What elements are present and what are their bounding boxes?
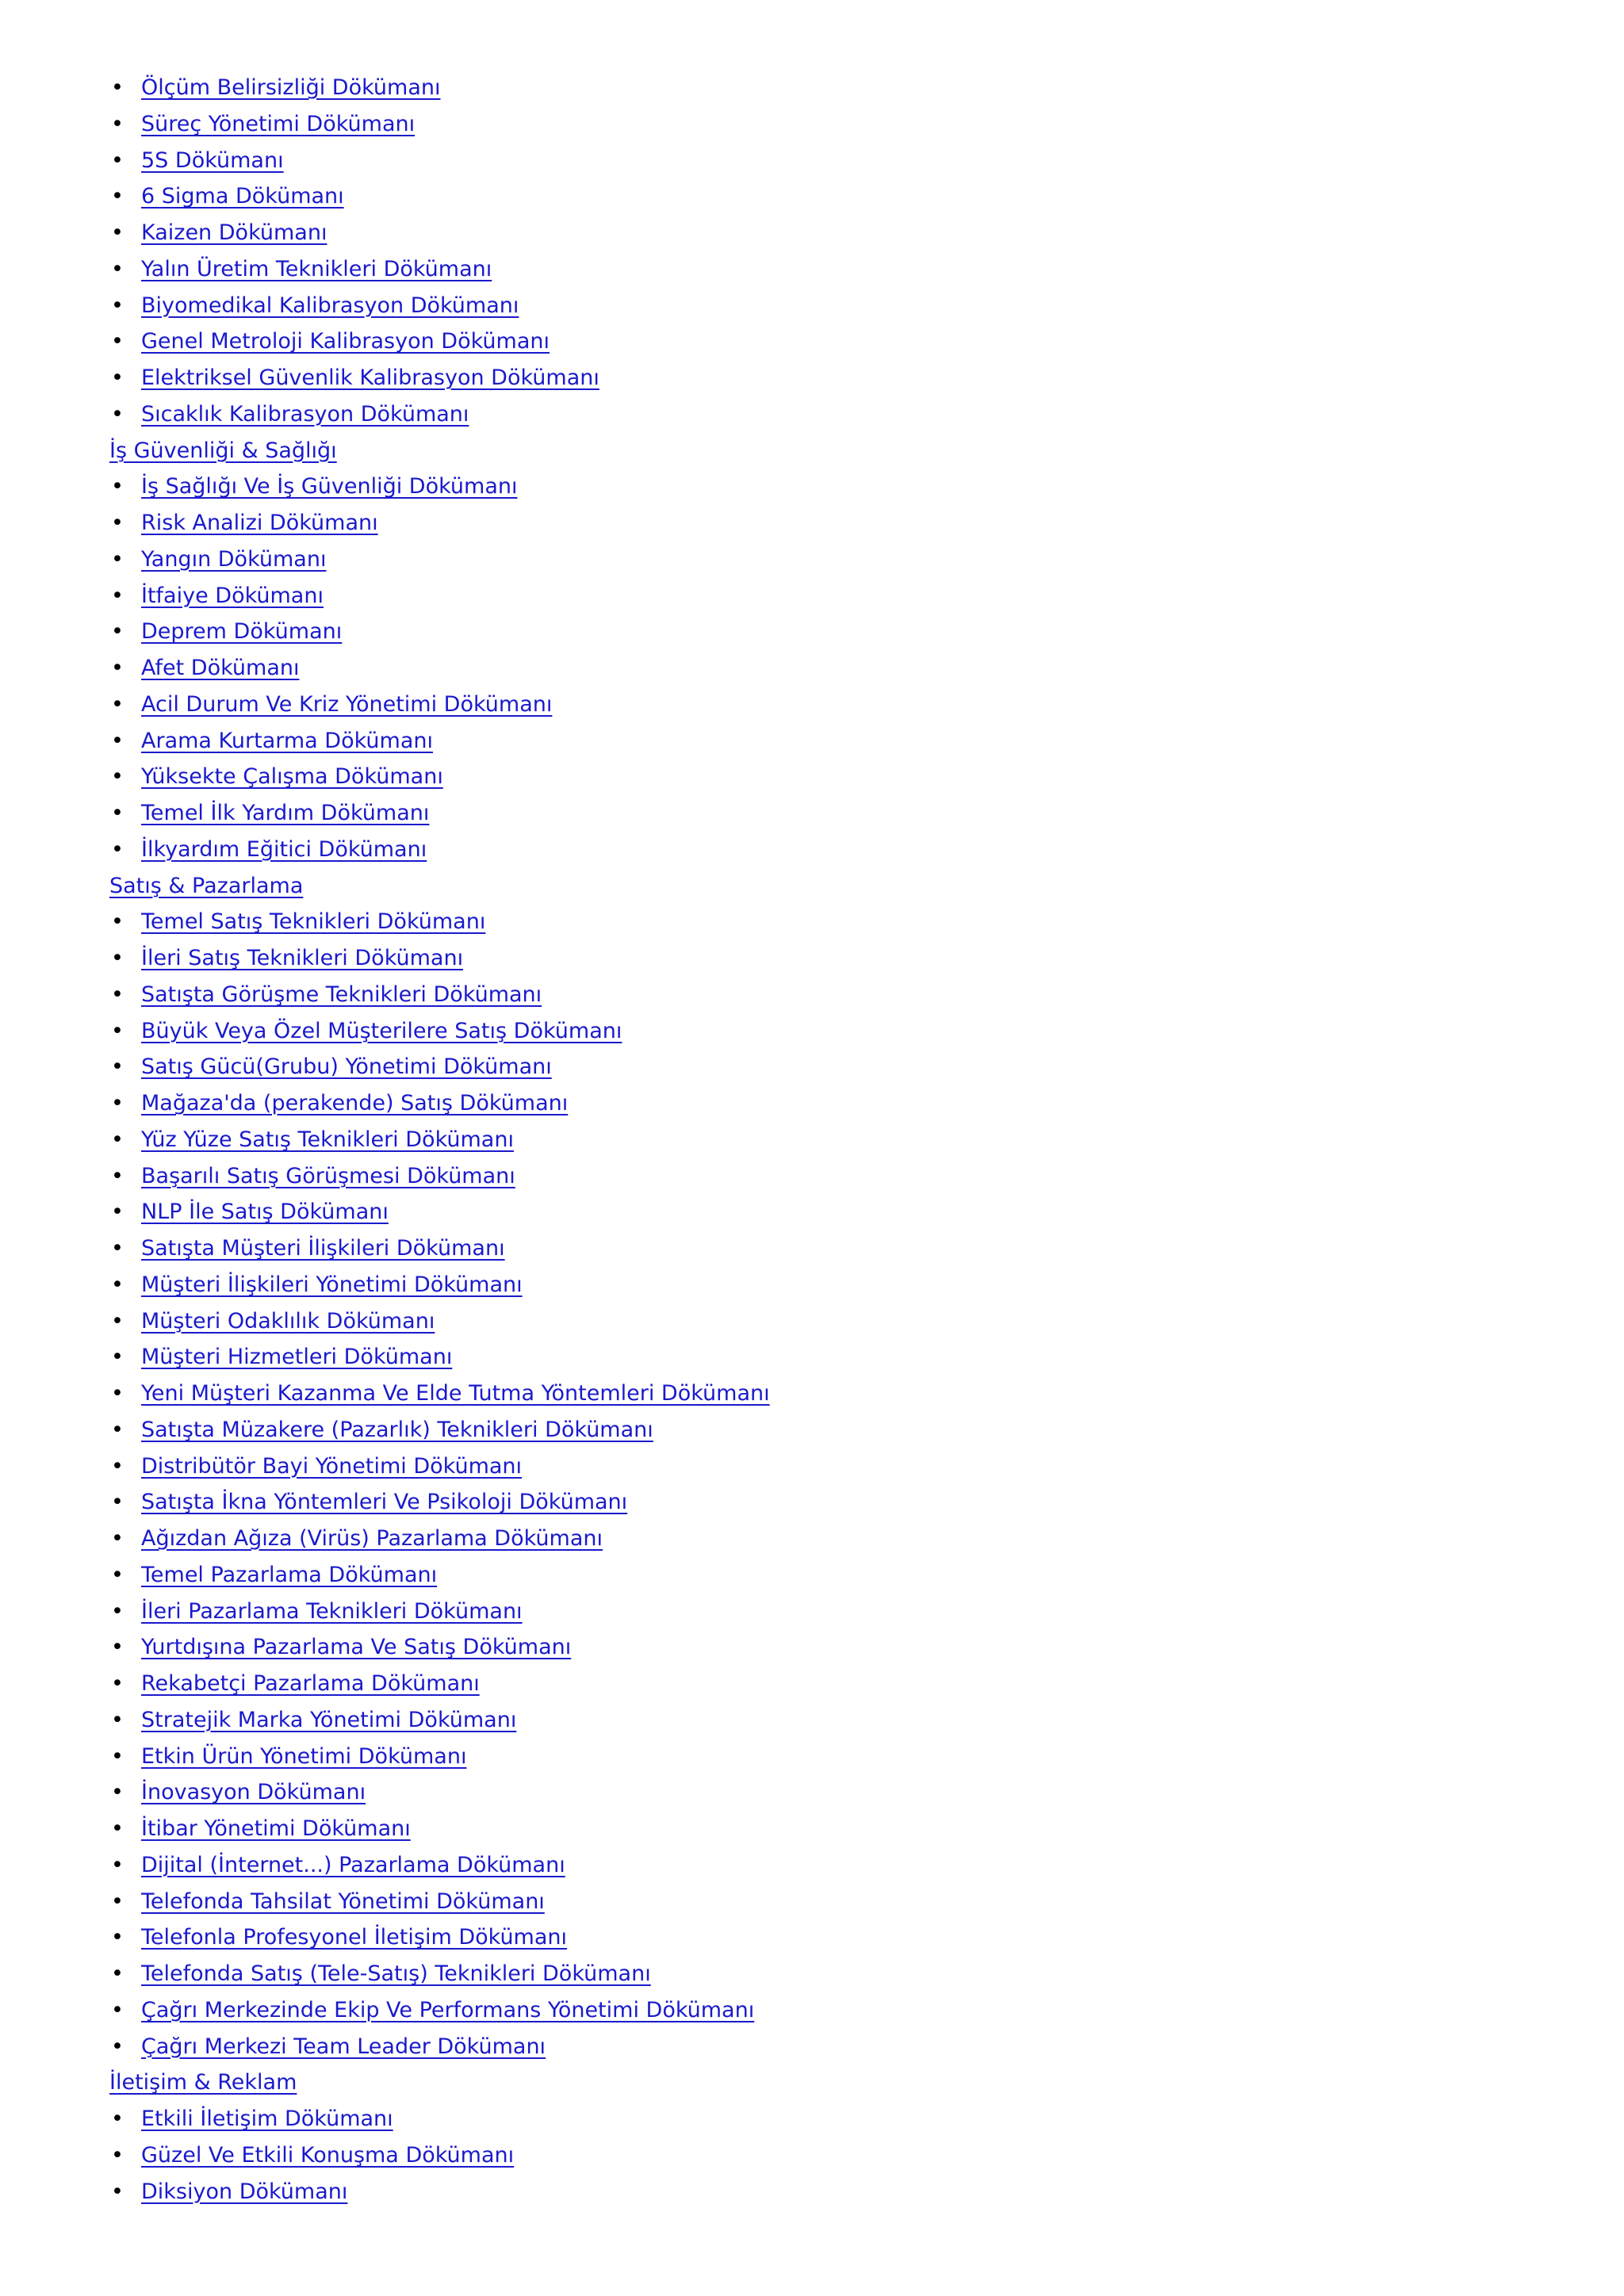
list-item xyxy=(109,147,1584,183)
bullet-icon: • xyxy=(111,256,124,281)
document-link-telefonda-satis-tele-satis-teknikleri-dokumani[interactable]: Telefonda Satış (Tele-Satış) Teknikleri Dökümanı xyxy=(141,1961,651,1986)
bullet-icon: • xyxy=(111,365,124,390)
document-link-ileri-satis-teknikleri-dokumani[interactable]: İleri Satış Teknikleri Dökümanı xyxy=(141,946,464,970)
bullet-icon: • xyxy=(111,1091,124,1115)
bullet-icon: • xyxy=(111,1054,124,1080)
list-item xyxy=(109,799,1584,836)
document-link-musteri-hizmetleri-dokumani[interactable]: Müşteri Hizmetleri Dökümanı xyxy=(141,1345,453,1370)
bullet-icon: • xyxy=(111,329,124,354)
list-item xyxy=(109,1996,1584,2033)
list-item xyxy=(109,1380,1584,1416)
bullet-icon: • xyxy=(111,220,124,245)
bullet-icon: • xyxy=(111,1961,124,1986)
document-link-stratejik-marka-yonetimi-dokumani[interactable]: Stratejik Marka Yönetimi Dökümanı xyxy=(141,1707,517,1732)
document-link-dijital-internet-pazarlama-dokumani[interactable]: Dijital (İnternet...) Pazarlama Dökümanı xyxy=(141,1852,565,1877)
document-link-yangin-dokumani[interactable]: Yangın Dökümanı xyxy=(141,546,327,572)
bullet-icon: • xyxy=(111,1236,124,1261)
bullet-icon: • xyxy=(111,946,124,970)
list-item xyxy=(109,1815,1584,1851)
document-link-6-sigma-dokumani[interactable]: 6 Sigma Dökümanı xyxy=(141,184,344,209)
list-item xyxy=(109,1343,1584,1380)
document-link-satis-gucu-grubu-yonetimi-dokumani[interactable]: Satış Gücü(Grubu) Yönetimi Dökümanı xyxy=(141,1054,552,1080)
bullet-icon: • xyxy=(111,1707,124,1732)
bullet-icon: • xyxy=(111,1127,124,1152)
list-item xyxy=(109,1670,1584,1706)
list-item xyxy=(109,1706,1584,1743)
list-item xyxy=(109,1633,1584,1670)
list-item xyxy=(109,582,1584,618)
list-item xyxy=(109,292,1584,328)
bullet-icon: • xyxy=(111,982,124,1007)
bullet-icon: • xyxy=(111,1598,124,1624)
bullet-icon: • xyxy=(111,801,124,825)
list-item xyxy=(109,944,1584,981)
list-item xyxy=(109,219,1584,255)
document-link-etkin-urun-yonetimi-dokumani[interactable]: Etkin Ürün Yönetimi Dökümanı xyxy=(141,1743,467,1769)
bullet-icon: • xyxy=(111,1200,124,1225)
document-link-5s-dokumani[interactable]: 5S Dökümanı xyxy=(141,147,284,173)
list-item xyxy=(109,1089,1584,1126)
bullet-icon: • xyxy=(111,293,124,318)
document-link-sicaklik-kalibrasyon-dokumani[interactable]: Sıcaklık Kalibrasyon Dökümanı xyxy=(141,401,469,427)
list-item xyxy=(109,1888,1584,1924)
document-link-telefonda-tahsilat-yonetimi-dokumani[interactable]: Telefonda Tahsilat Yönetimi Dökümanı xyxy=(141,1888,545,1914)
list-item xyxy=(109,1923,1584,1960)
bullet-icon: • xyxy=(111,1562,124,1587)
list-item xyxy=(109,1234,1584,1271)
bullet-icon: • xyxy=(111,184,124,209)
bullet-icon: • xyxy=(111,1925,124,1950)
bullet-icon: • xyxy=(111,691,124,717)
document-link-rekabetci-pazarlama-dokumani[interactable]: Rekabetçi Pazarlama Dökümanı xyxy=(141,1671,480,1696)
document-link-acil-durum-ve-kriz-yonetimi-dokumani[interactable]: Acil Durum Ve Kriz Yönetimi Dökümanı xyxy=(141,691,553,717)
document-link-olcum-belirsizligi-dokumani[interactable]: Ölçüm Belirsizliği Dökümanı xyxy=(141,75,441,100)
bullet-icon: • xyxy=(111,1743,124,1769)
bullet-icon: • xyxy=(111,1417,124,1442)
document-link-ilkyardim-egitici-dokumani[interactable]: İlkyardım Eğitici Dökümanı xyxy=(141,836,427,862)
bullet-icon: • xyxy=(111,1635,124,1660)
list-item xyxy=(109,1488,1584,1525)
document-link-afet-dokumani[interactable]: Afet Dökümanı xyxy=(141,656,300,680)
bullet-icon: • xyxy=(111,1453,124,1479)
list-item xyxy=(109,1053,1584,1089)
list-item xyxy=(109,1271,1584,1307)
bullet-icon: • xyxy=(111,1272,124,1297)
list-item xyxy=(109,1960,1584,1996)
document-link-temel-ilk-yardim-dokumani[interactable]: Temel İlk Yardım Dökümanı xyxy=(141,801,430,825)
document-link-biyomedikal-kalibrasyon-dokumani[interactable]: Biyomedikal Kalibrasyon Dökümanı xyxy=(141,293,519,318)
document-link-satista-musteri-iliskileri-dokumani[interactable]: Satışta Müşteri İlişkileri Dökümanı xyxy=(141,1236,505,1261)
category-link-is-guvenligi-sagligi[interactable]: İş Güvenliği & Sağlığı xyxy=(109,438,337,463)
list-item xyxy=(109,908,1584,944)
bullet-icon: • xyxy=(111,147,124,173)
bullet-icon: • xyxy=(111,1345,124,1370)
list-item xyxy=(109,509,1584,545)
list-item xyxy=(109,763,1584,799)
list-item xyxy=(109,473,1584,509)
bullet-icon: • xyxy=(111,728,124,753)
bullet-icon: • xyxy=(111,1381,124,1406)
bullet-icon: • xyxy=(111,546,124,572)
document-link-deprem-dokumani[interactable]: Deprem Dökümanı xyxy=(141,619,343,645)
list-item xyxy=(109,545,1584,582)
document-link-musteri-odaklilik-dokumani[interactable]: Müşteri Odaklılık Dökümanı xyxy=(141,1308,435,1334)
category-link-iletisim-reklam[interactable]: İletişim & Reklam xyxy=(109,2070,297,2095)
document-link-yuksekte-calisma-dokumani[interactable]: Yüksekte Çalışma Dökümanı xyxy=(141,764,443,790)
category-link-satis-pazarlama[interactable]: Satış & Pazarlama xyxy=(109,873,304,898)
document-link-is-sagligi-ve-is-guvenligi-dokumani[interactable]: İş Sağlığı Ve İş Güvenliği Dökümanı xyxy=(141,474,518,499)
document-link-arama-kurtarma-dokumani[interactable]: Arama Kurtarma Dökümanı xyxy=(141,728,433,753)
bullet-icon: • xyxy=(111,111,124,136)
list-item xyxy=(109,1598,1584,1634)
list-item xyxy=(109,2141,1584,2178)
bullet-icon: • xyxy=(111,2179,124,2204)
bullet-icon: • xyxy=(111,1490,124,1515)
bullet-icon: • xyxy=(111,1997,124,2022)
bullet-icon: • xyxy=(111,2142,124,2168)
document-link-musteri-iliskileri-yonetimi-dokumani[interactable]: Müşteri İlişkileri Yönetimi Dökümanı xyxy=(141,1272,523,1297)
list-item xyxy=(109,255,1584,292)
document-link-satista-gorusme-teknikleri-dokumani[interactable]: Satışta Görüşme Teknikleri Dökümanı xyxy=(141,982,542,1007)
document-link-list xyxy=(109,74,1584,2214)
document-link-buyuk-veya-ozel-musterilere-satis-dokumani[interactable]: Büyük Veya Özel Müşterilere Satış Dökümanı xyxy=(141,1018,622,1043)
document-link-telefonla-profesyonel-iletisim-dokumani[interactable]: Telefonla Profesyonel İletişim Dökümanı xyxy=(141,1925,568,1950)
bullet-icon: • xyxy=(111,619,124,645)
list-item xyxy=(109,981,1584,1017)
document-link-kaizen-dokumani[interactable]: Kaizen Dökümanı xyxy=(141,220,327,245)
list-item xyxy=(109,1162,1584,1199)
bullet-icon: • xyxy=(111,836,124,862)
list-item xyxy=(109,1017,1584,1054)
bullet-icon: • xyxy=(111,511,124,535)
document-link-basarili-satis-gorusmesi-dokumani[interactable]: Başarılı Satış Görüşmesi Dökümanı xyxy=(141,1163,515,1188)
list-item xyxy=(109,110,1584,147)
list-item xyxy=(109,1743,1584,1779)
bullet-icon: • xyxy=(111,1888,124,1914)
list-item xyxy=(109,727,1584,763)
bullet-icon: • xyxy=(111,656,124,680)
bullet-icon: • xyxy=(111,75,124,100)
bullet-icon: • xyxy=(111,1816,124,1841)
bullet-icon: • xyxy=(111,1308,124,1334)
bullet-icon: • xyxy=(111,909,124,935)
category-heading xyxy=(109,2068,1584,2105)
list-item xyxy=(109,2105,1584,2141)
bullet-icon: • xyxy=(111,1780,124,1805)
bullet-icon: • xyxy=(111,1671,124,1696)
list-item xyxy=(109,691,1584,727)
list-item xyxy=(109,1416,1584,1452)
document-link-ileri-pazarlama-teknikleri-dokumani[interactable]: İleri Pazarlama Teknikleri Dökümanı xyxy=(141,1598,523,1624)
document-link-nlp-ile-satis-dokumani[interactable]: NLP İle Satış Dökümanı xyxy=(141,1200,389,1225)
document-link-surec-yonetimi-dokumani[interactable]: Süreç Yönetimi Dökümanı xyxy=(141,111,416,136)
list-item xyxy=(109,1561,1584,1598)
list-item xyxy=(109,1778,1584,1815)
document-link-diksiyon-dokumani[interactable]: Diksiyon Dökümanı xyxy=(141,2179,348,2204)
document-link-risk-analizi-dokumani[interactable]: Risk Analizi Dökümanı xyxy=(141,511,378,535)
document-link-etkili-iletisim-dokumani[interactable]: Etkili İletişim Dökümanı xyxy=(141,2107,393,2131)
document-link-yalin-uretim-teknikleri-dokumani[interactable]: Yalın Üretim Teknikleri Dökümanı xyxy=(141,256,492,281)
bullet-icon: • xyxy=(111,2034,124,2059)
document-link-magaza-da-perakende-satis-dokumani[interactable]: Mağaza'da (perakende) Satış Dökümanı xyxy=(141,1091,569,1115)
document-link-yeni-musteri-kazanma-ve-elde-tutma-yontemleri-dokumani[interactable]: Yeni Müşteri Kazanma Ve Elde Tutma Yöntemleri Dökümanı xyxy=(141,1381,770,1406)
document-link-yuz-yuze-satis-teknikleri-dokumani[interactable]: Yüz Yüze Satış Teknikleri Dökümanı xyxy=(141,1127,514,1152)
list-item xyxy=(109,400,1584,437)
bullet-icon: • xyxy=(111,764,124,790)
category-heading xyxy=(109,872,1584,909)
document-link-satista-ikna-yontemleri-ve-psikoloji-dokumani[interactable]: Satışta İkna Yöntemleri Ve Psikoloji Dökümanı xyxy=(141,1490,628,1515)
document-link-cagri-merkezi-team-leader-dokumani[interactable]: Çağrı Merkezi Team Leader Dökümanı xyxy=(141,2034,546,2059)
list-item xyxy=(109,654,1584,691)
document-link-cagri-merkezinde-ekip-ve-performans-yonetimi-dokumani[interactable]: Çağrı Merkezinde Ekip Ve Performans Yönetimi Dökümanı xyxy=(141,1997,755,2022)
document-link-itfaiye-dokumani[interactable]: İtfaiye Dökümanı xyxy=(141,583,324,608)
bullet-icon: • xyxy=(111,474,124,499)
list-item xyxy=(109,74,1584,110)
bullet-icon: • xyxy=(111,401,124,427)
list-item xyxy=(109,1452,1584,1489)
list-item xyxy=(109,182,1584,219)
document-link-guzel-ve-etkili-konusma-dokumani[interactable]: Güzel Ve Etkili Konuşma Dökümanı xyxy=(141,2142,515,2168)
bullet-icon: • xyxy=(111,1018,124,1043)
list-item xyxy=(109,618,1584,654)
bullet-icon: • xyxy=(111,2107,124,2131)
document-link-temel-satis-teknikleri-dokumani[interactable]: Temel Satış Teknikleri Dökümanı xyxy=(141,909,486,935)
bullet-icon: • xyxy=(111,1852,124,1877)
document-link-elektriksel-guvenlik-kalibrasyon-dokumani[interactable]: Elektriksel Güvenlik Kalibrasyon Dökümanı xyxy=(141,365,599,390)
document-link-itibar-yonetimi-dokumani[interactable]: İtibar Yönetimi Dökümanı xyxy=(141,1816,411,1841)
document-link-distributor-bayi-yonetimi-dokumani[interactable]: Distribütör Bayi Yönetimi Dökümanı xyxy=(141,1453,523,1479)
category-heading xyxy=(109,437,1584,473)
list-item xyxy=(109,327,1584,364)
bullet-icon: • xyxy=(111,1526,124,1551)
list-item xyxy=(109,2178,1584,2214)
bullet-icon: • xyxy=(111,583,124,608)
list-item xyxy=(109,1126,1584,1162)
document-link-genel-metroloji-kalibrasyon-dokumani[interactable]: Genel Metroloji Kalibrasyon Dökümanı xyxy=(141,329,550,354)
document-link-satista-muzakere-pazarlik-teknikleri-dokumani[interactable]: Satışta Müzakere (Pazarlık) Teknikleri Dökümanı xyxy=(141,1417,653,1442)
document-link-yurtdisina-pazarlama-ve-satis-dokumani[interactable]: Yurtdışına Pazarlama Ve Satış Dökümanı xyxy=(141,1635,572,1660)
list-item xyxy=(109,836,1584,872)
document-link-agizdan-agiza-virus-pazarlama-dokumani[interactable]: Ağızdan Ağıza (Virüs) Pazarlama Dökümanı xyxy=(141,1526,603,1551)
document-link-temel-pazarlama-dokumani[interactable]: Temel Pazarlama Dökümanı xyxy=(141,1562,438,1587)
list-item xyxy=(109,1307,1584,1344)
document-link-inovasyon-dokumani[interactable]: İnovasyon Dökümanı xyxy=(141,1780,366,1805)
list-item xyxy=(109,2033,1584,2069)
list-item xyxy=(109,1198,1584,1234)
list-item xyxy=(109,1525,1584,1561)
bullet-icon: • xyxy=(111,1163,124,1188)
list-item xyxy=(109,364,1584,400)
list-item xyxy=(109,1851,1584,1888)
